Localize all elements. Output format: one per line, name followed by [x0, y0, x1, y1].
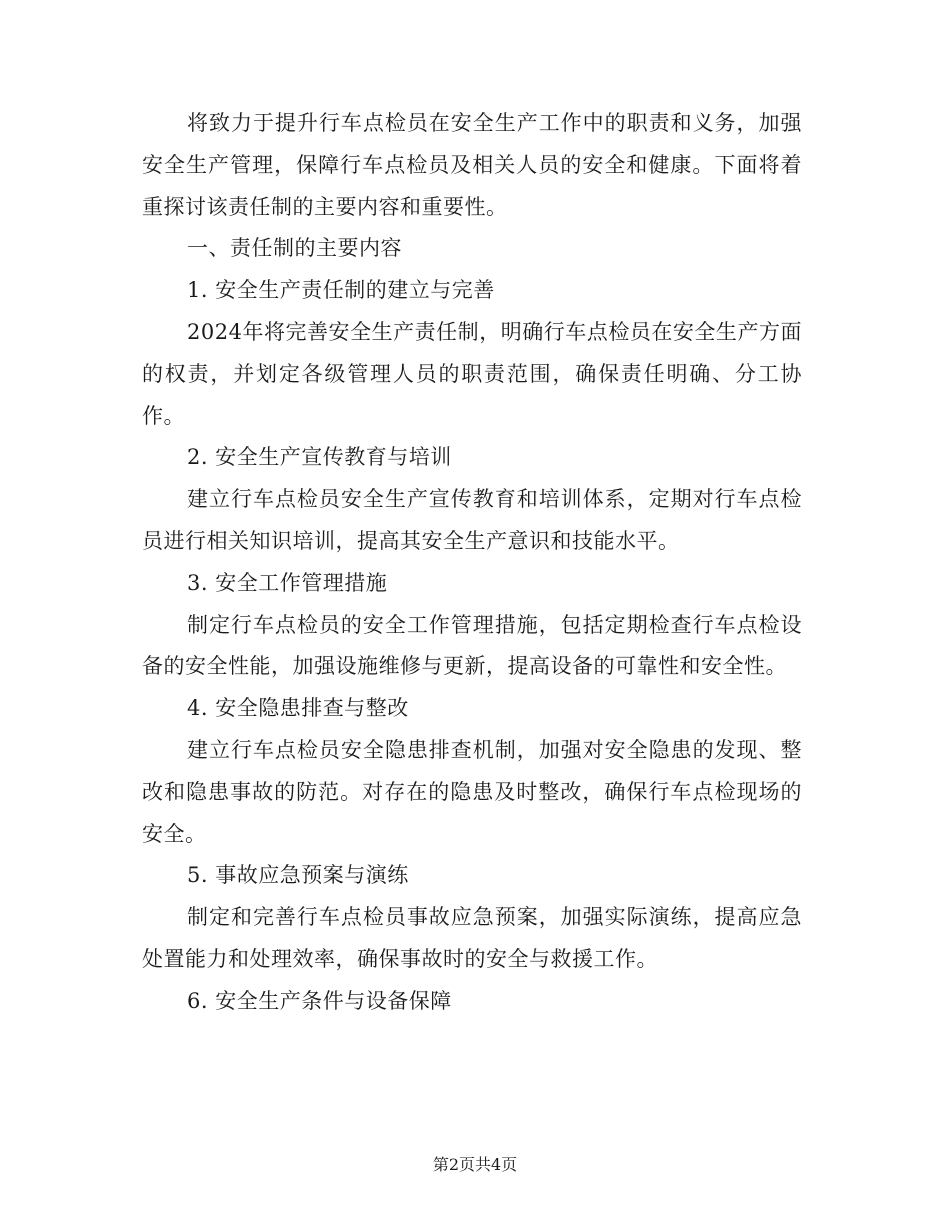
- subsection-heading: 4. 安全隐患排查与整改: [187, 696, 409, 721]
- document-body: [142, 103, 802, 1023]
- body-paragraph: 将致力于提升行车点检员在安全生产工作中的职责和义务，加强安全生产管理，保障行车点检员及相关人员的安全和健康。下面将着重探讨该责任制的主要内容和重要性。: [142, 111, 802, 219]
- body-paragraph: 建立行车点检员安全隐患排查机制，加强对安全隐患的发现、整改和隐患事故的防范。对存在的隐患及时整改，确保行车点检现场的安全。: [142, 737, 802, 846]
- subsection-heading: 1. 安全生产责任制的建立与完善: [187, 278, 495, 303]
- page-number-footer: 第2页共4页: [432, 1155, 518, 1174]
- body-paragraph: 制定和完善行车点检员事故应急预案，加强实际演练，提高应急处置能力和处理效率，确保事故时的安全与救援工作。: [142, 905, 802, 971]
- body-paragraph: 制定行车点检员的安全工作管理措施，包括定期检查行车点检设备的安全性能，加强设施维修与更新，提高设备的可靠性和安全性。: [142, 612, 802, 679]
- subsection-heading: 3. 安全工作管理措施: [187, 570, 388, 595]
- subsection-heading: 5. 事故应急预案与演练: [187, 863, 409, 888]
- subsection-heading: 2. 安全生产宣传教育与培训: [187, 445, 452, 470]
- subsection-heading: 6. 安全生产条件与设备保障: [187, 988, 452, 1013]
- body-paragraph: 建立行车点检员安全生产宣传教育和培训体系，定期对行车点检员进行相关知识培训，提高其安全生产意识和技能水平。: [142, 487, 802, 553]
- body-paragraph: 2024年将完善安全生产责任制，明确行车点检员在安全生产方面的权责，并划定各级管理人员的职责范围，确保责任明确、分工协作。: [142, 319, 802, 428]
- section-heading: 一、责任制的主要内容: [187, 236, 402, 261]
